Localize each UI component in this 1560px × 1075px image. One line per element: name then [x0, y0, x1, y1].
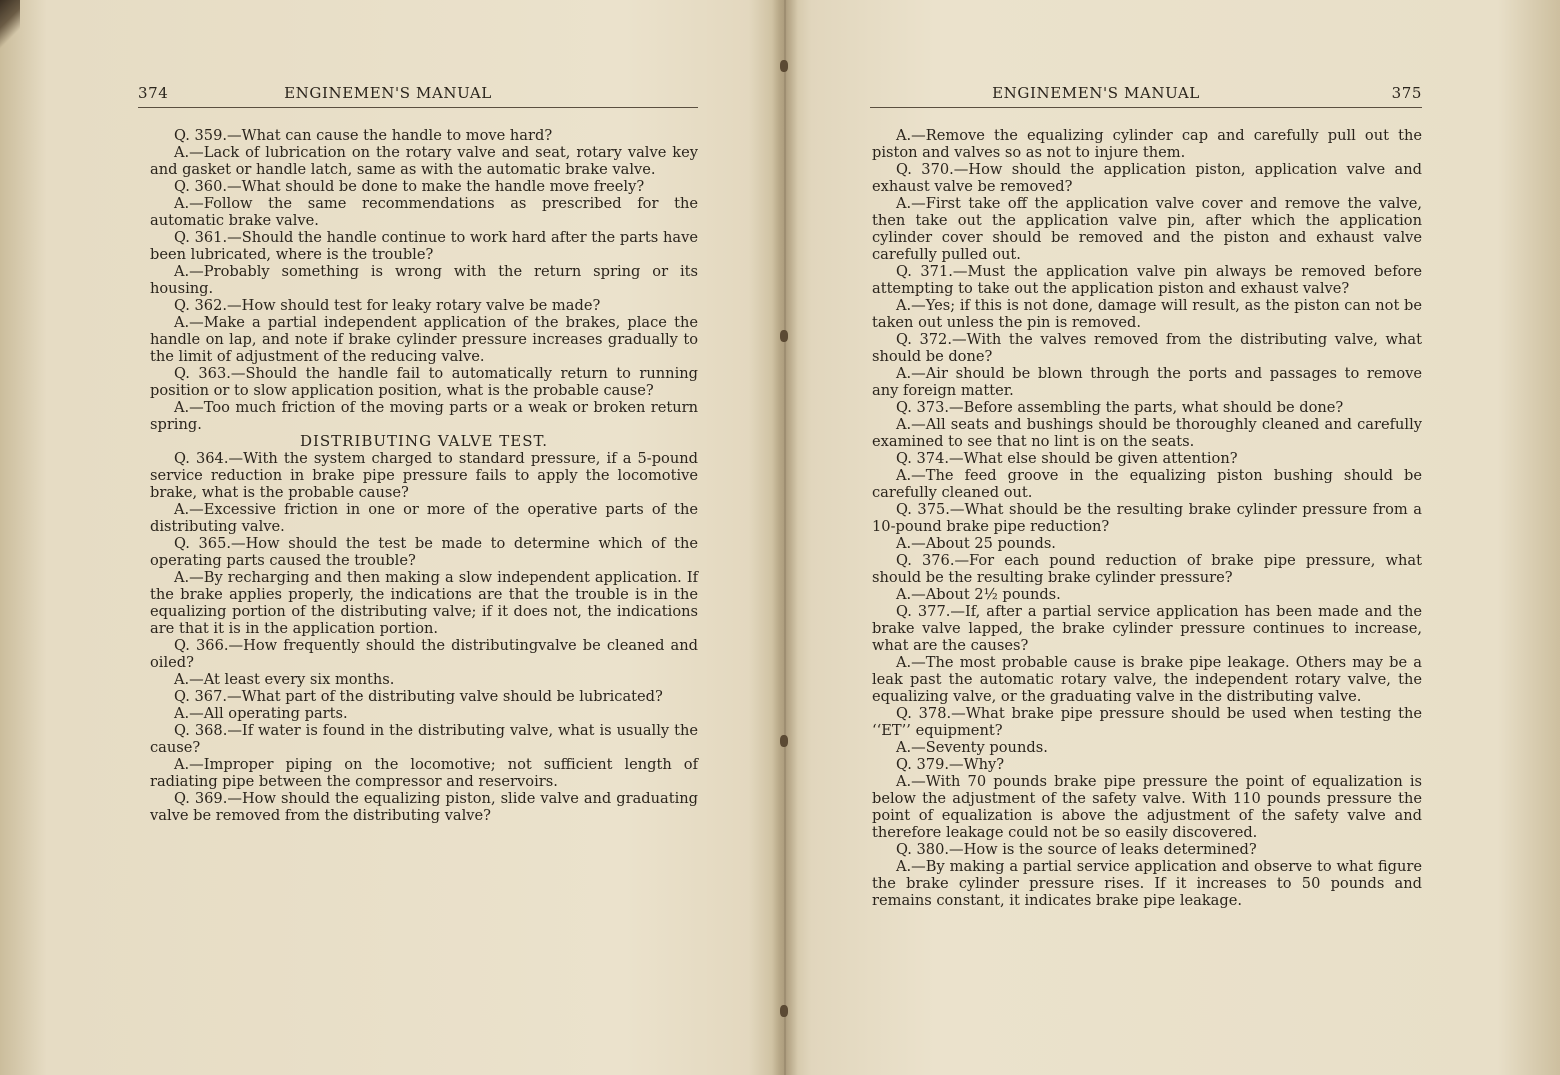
binding-stitch	[780, 330, 788, 342]
paragraph: A.—At least every six months.	[174, 671, 395, 688]
page-number: 374	[138, 84, 169, 102]
paragraph: Q. 368.—If water is found in the distributing valve, what is usually the cause?	[150, 722, 698, 756]
paragraph: A.—Lack of lubrication on the rotary valve and seat, rotary valve key and gasket or handle latch, same as with the automatic brake valve.	[150, 144, 698, 178]
right-page-text	[872, 127, 1422, 909]
left-page-text	[150, 127, 698, 824]
paragraph: A.—Follow the same recommendations as prescribed for the automatic brake valve.	[150, 195, 698, 229]
paragraph: Q. 373.—Before assembling the parts, what should be done?	[896, 399, 1344, 416]
paragraph: A.—Probably something is wrong with the return spring or its housing.	[150, 263, 698, 297]
binding-stitch	[780, 60, 788, 72]
paragraph: Q. 363.—Should the handle fail to automatically return to running position or to slow application position, what is the probable cause?	[150, 365, 698, 399]
paragraph: A.—Excessive friction in one or more of the operative parts of the distributing valve.	[150, 501, 698, 535]
left-running-head	[138, 84, 698, 106]
paragraph: Q. 369.—How should the equalizing piston, slide valve and graduating valve be removed from the distributing valve?	[150, 790, 698, 824]
paragraph: A.—About 25 pounds.	[896, 535, 1056, 552]
paragraph: Q. 370.—How should the application piston, application valve and exhaust valve be removed?	[872, 161, 1422, 195]
paragraph: Q. 361.—Should the handle continue to work hard after the parts have been lubricated, where is the trouble?	[150, 229, 698, 263]
paragraph: Q. 366.—How frequently should the distributingvalve be cleaned and oiled?	[150, 637, 698, 671]
paragraph: A.—Yes; if this is not done, damage will result, as the piston can not be taken out unless the pin is removed.	[872, 297, 1422, 331]
running-head-title: ENGINEMEN'S MANUAL	[284, 84, 492, 102]
paragraph: Q. 359.—What can cause the handle to move hard?	[174, 127, 553, 144]
paragraph: Q. 367.—What part of the distributing valve should be lubricated?	[174, 688, 663, 705]
paragraph: Q. 374.—What else should be given attention?	[896, 450, 1238, 467]
paragraph: A.—Air should be blown through the ports and passages to remove any foreign matter.	[872, 365, 1422, 399]
paragraph: Q. 362.—How should test for leaky rotary valve be made?	[174, 297, 601, 314]
paragraph: A.—By making a partial service application and observe to what figure the brake cylinder pressure rises. If it increases to 50 pounds and remains constant, it indicates brake pipe leakage.	[872, 858, 1422, 909]
paragraph: Q. 377.—If, after a partial service application has been made and the brake valve lapped, the brake cylinder pressure continues to increase, what are the causes?	[872, 603, 1422, 654]
paragraph: A.—All operating parts.	[174, 705, 348, 722]
paragraph: Q. 378.—What brake pipe pressure should be used when testing the ‘‘ET’’ equipment?	[872, 705, 1422, 739]
paragraph: Q. 372.—With the valves removed from the distributing valve, what should be done?	[872, 331, 1422, 365]
paragraph: A.—The most probable cause is brake pipe leakage. Others may be a leak past the automatic rotary valve, the independent rotary valve, the equalizing valve, or the graduating valve in the distributing valve.	[872, 654, 1422, 705]
book-gutter	[772, 0, 798, 1075]
running-head-title: ENGINEMEN'S MANUAL	[992, 84, 1200, 102]
header-rule	[870, 107, 1422, 108]
page-number: 375	[1391, 84, 1422, 102]
paragraph: Q. 379.—Why?	[896, 756, 1005, 773]
paragraph: Q. 376.—For each pound reduction of brake pipe pressure, what should be the resulting brake cylinder pressure?	[872, 552, 1422, 586]
paragraph: A.—First take off the application valve cover and remove the valve, then take out the application valve pin, after which the application cylinder cover should be removed and the piston and exhaust valve carefully pulled out.	[872, 195, 1422, 263]
section-heading: DISTRIBUTING VALVE TEST.	[299, 432, 549, 450]
paragraph: Q. 380.—How is the source of leaks determined?	[896, 841, 1257, 858]
paragraph: Q. 371.—Must the application valve pin always be removed before attempting to take out the application piston and exhaust valve?	[872, 263, 1422, 297]
paragraph: A.—By recharging and then making a slow independent application. If the brake applies properly, the indications are that the trouble is in the equalizing portion of the distributing valve; if it does not, the indications are that it is in the application portion.	[150, 569, 698, 637]
paragraph: A.—With 70 pounds brake pipe pressure the point of equalization is below the adjustment of the safety valve. With 110 pounds pressure the point of equalization is above the adjustment of the safety valve and therefore leakage could not be so easily discovered.	[872, 773, 1422, 841]
page-corner	[0, 0, 20, 50]
paragraph: A.—Seventy pounds.	[896, 739, 1048, 756]
paragraph: Q. 365.—How should the test be made to determine which of the operating parts caused the trouble?	[150, 535, 698, 569]
paragraph: A.—Improper piping on the locomotive; not sufficient length of radiating pipe between the compressor and reservoirs.	[150, 756, 698, 790]
paragraph: Q. 364.—With the system charged to standard pressure, if a 5-pound service reduction in brake pipe pressure fails to apply the locomotive brake, what is the probable cause?	[150, 450, 698, 501]
header-rule	[138, 107, 698, 108]
paragraph: A.—All seats and bushings should be thoroughly cleaned and carefully examined to see that no lint is on the seats.	[872, 416, 1422, 450]
binding-stitch	[780, 735, 788, 747]
paragraph: A.—About 2½ pounds.	[896, 586, 1061, 603]
paragraph: Q. 360.—What should be done to make the handle move freely?	[174, 178, 645, 195]
paragraph: Q. 375.—What should be the resulting brake cylinder pressure from a 10-pound brake pipe reduction?	[872, 501, 1422, 535]
paragraph: A.—Remove the equalizing cylinder cap and carefully pull out the piston and valves so as not to injure them.	[872, 127, 1422, 161]
paragraph: A.—The feed groove in the equalizing piston bushing should be carefully cleaned out.	[872, 467, 1422, 501]
paragraph: A.—Too much friction of the moving parts or a weak or broken return spring.	[150, 399, 698, 433]
paragraph: A.—Make a partial independent application of the brakes, place the handle on lap, and note if brake cylinder pressure increases gradually to the limit of adjustment of the reducing valve.	[150, 314, 698, 365]
binding-stitch	[780, 1005, 788, 1017]
right-running-head	[870, 84, 1422, 106]
